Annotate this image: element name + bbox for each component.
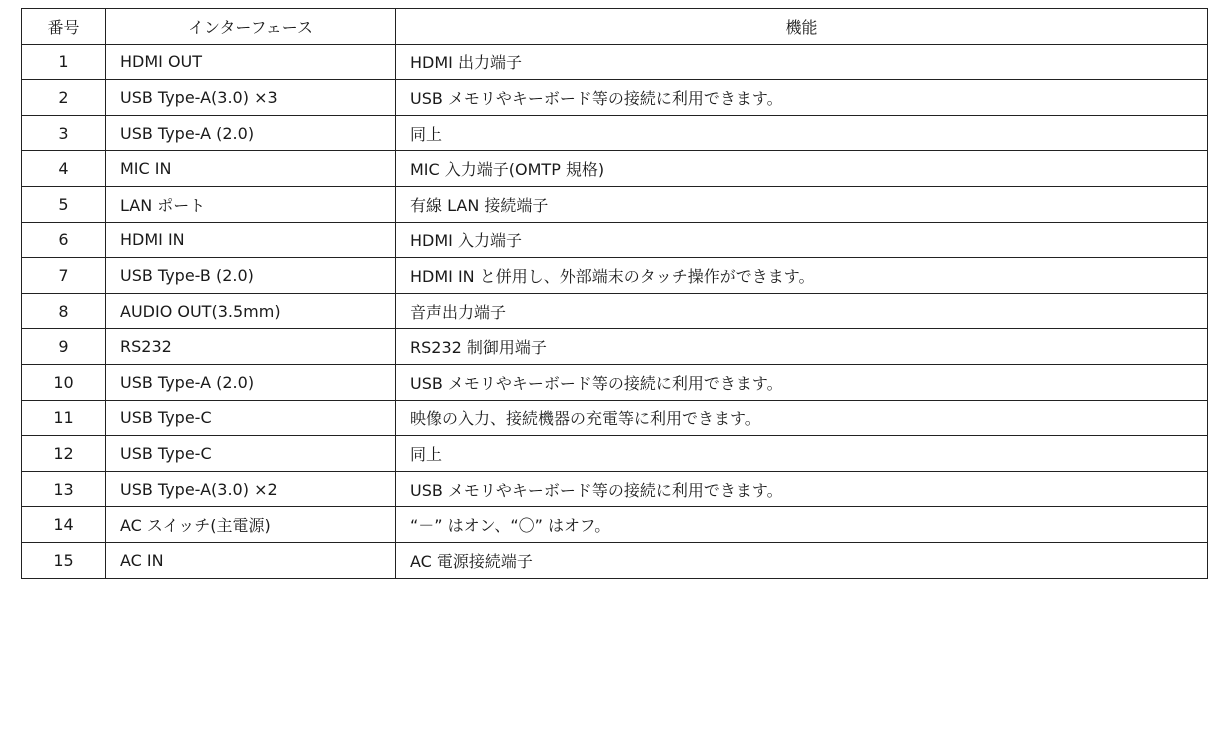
- table-header-row: [22, 9, 1208, 45]
- row-function: HDMI 出力端子: [396, 44, 1208, 80]
- table-row: [22, 258, 1208, 294]
- row-number: 2: [22, 80, 106, 116]
- table-row: [22, 151, 1208, 187]
- table-row: [22, 80, 1208, 116]
- row-function: 同上: [396, 436, 1208, 472]
- table-row: [22, 222, 1208, 258]
- header-function: 機能: [396, 9, 1208, 45]
- row-number: 12: [22, 436, 106, 472]
- row-function: HDMI 入力端子: [396, 222, 1208, 258]
- row-number: 3: [22, 115, 106, 151]
- table-row: [22, 364, 1208, 400]
- row-function: AC 電源接続端子: [396, 542, 1208, 578]
- row-function: 映像の入力、接続機器の充電等に利用できます。: [396, 400, 1208, 436]
- table-row: [22, 507, 1208, 543]
- row-function: “－” はオン、“〇” はオフ。: [396, 507, 1208, 543]
- row-interface: USB Type-C: [106, 436, 396, 472]
- row-interface: USB Type-A(3.0) ×2: [106, 471, 396, 507]
- table-row: [22, 186, 1208, 222]
- row-number: 13: [22, 471, 106, 507]
- row-number: 9: [22, 329, 106, 365]
- row-interface: RS232: [106, 329, 396, 365]
- row-function: 同上: [396, 115, 1208, 151]
- row-number: 4: [22, 151, 106, 187]
- row-interface: MIC IN: [106, 151, 396, 187]
- row-number: 6: [22, 222, 106, 258]
- row-interface: USB Type-A(3.0) ×3: [106, 80, 396, 116]
- row-number: 11: [22, 400, 106, 436]
- row-function: USB メモリやキーボード等の接続に利用できます。: [396, 80, 1208, 116]
- table-row: [22, 400, 1208, 436]
- row-number: 7: [22, 258, 106, 294]
- row-function: HDMI IN と併用し、外部端末のタッチ操作ができます。: [396, 258, 1208, 294]
- row-function: MIC 入力端子(OMTP 規格): [396, 151, 1208, 187]
- row-function: 有線 LAN 接続端子: [396, 186, 1208, 222]
- row-interface: AUDIO OUT(3.5mm): [106, 293, 396, 329]
- row-interface: USB Type-A (2.0): [106, 115, 396, 151]
- row-function: 音声出力端子: [396, 293, 1208, 329]
- row-interface: HDMI OUT: [106, 44, 396, 80]
- row-interface: USB Type-A (2.0): [106, 364, 396, 400]
- row-interface: USB Type-C: [106, 400, 396, 436]
- row-interface: AC スイッチ(主電源): [106, 507, 396, 543]
- header-interface: インターフェース: [106, 9, 396, 45]
- row-interface: USB Type-B (2.0): [106, 258, 396, 294]
- row-interface: HDMI IN: [106, 222, 396, 258]
- row-function: USB メモリやキーボード等の接続に利用できます。: [396, 471, 1208, 507]
- table-row: [22, 115, 1208, 151]
- row-number: 1: [22, 44, 106, 80]
- header-number: 番号: [22, 9, 106, 45]
- table-row: [22, 293, 1208, 329]
- table-row: [22, 436, 1208, 472]
- table-row: [22, 44, 1208, 80]
- table-row: [22, 329, 1208, 365]
- row-number: 10: [22, 364, 106, 400]
- row-number: 14: [22, 507, 106, 543]
- table-row: [22, 542, 1208, 578]
- row-interface: AC IN: [106, 542, 396, 578]
- row-function: RS232 制御用端子: [396, 329, 1208, 365]
- row-number: 5: [22, 186, 106, 222]
- row-number: 8: [22, 293, 106, 329]
- row-function: USB メモリやキーボード等の接続に利用できます。: [396, 364, 1208, 400]
- row-interface: LAN ポート: [106, 186, 396, 222]
- interface-spec-table: [21, 8, 1208, 579]
- row-number: 15: [22, 542, 106, 578]
- table-row: [22, 471, 1208, 507]
